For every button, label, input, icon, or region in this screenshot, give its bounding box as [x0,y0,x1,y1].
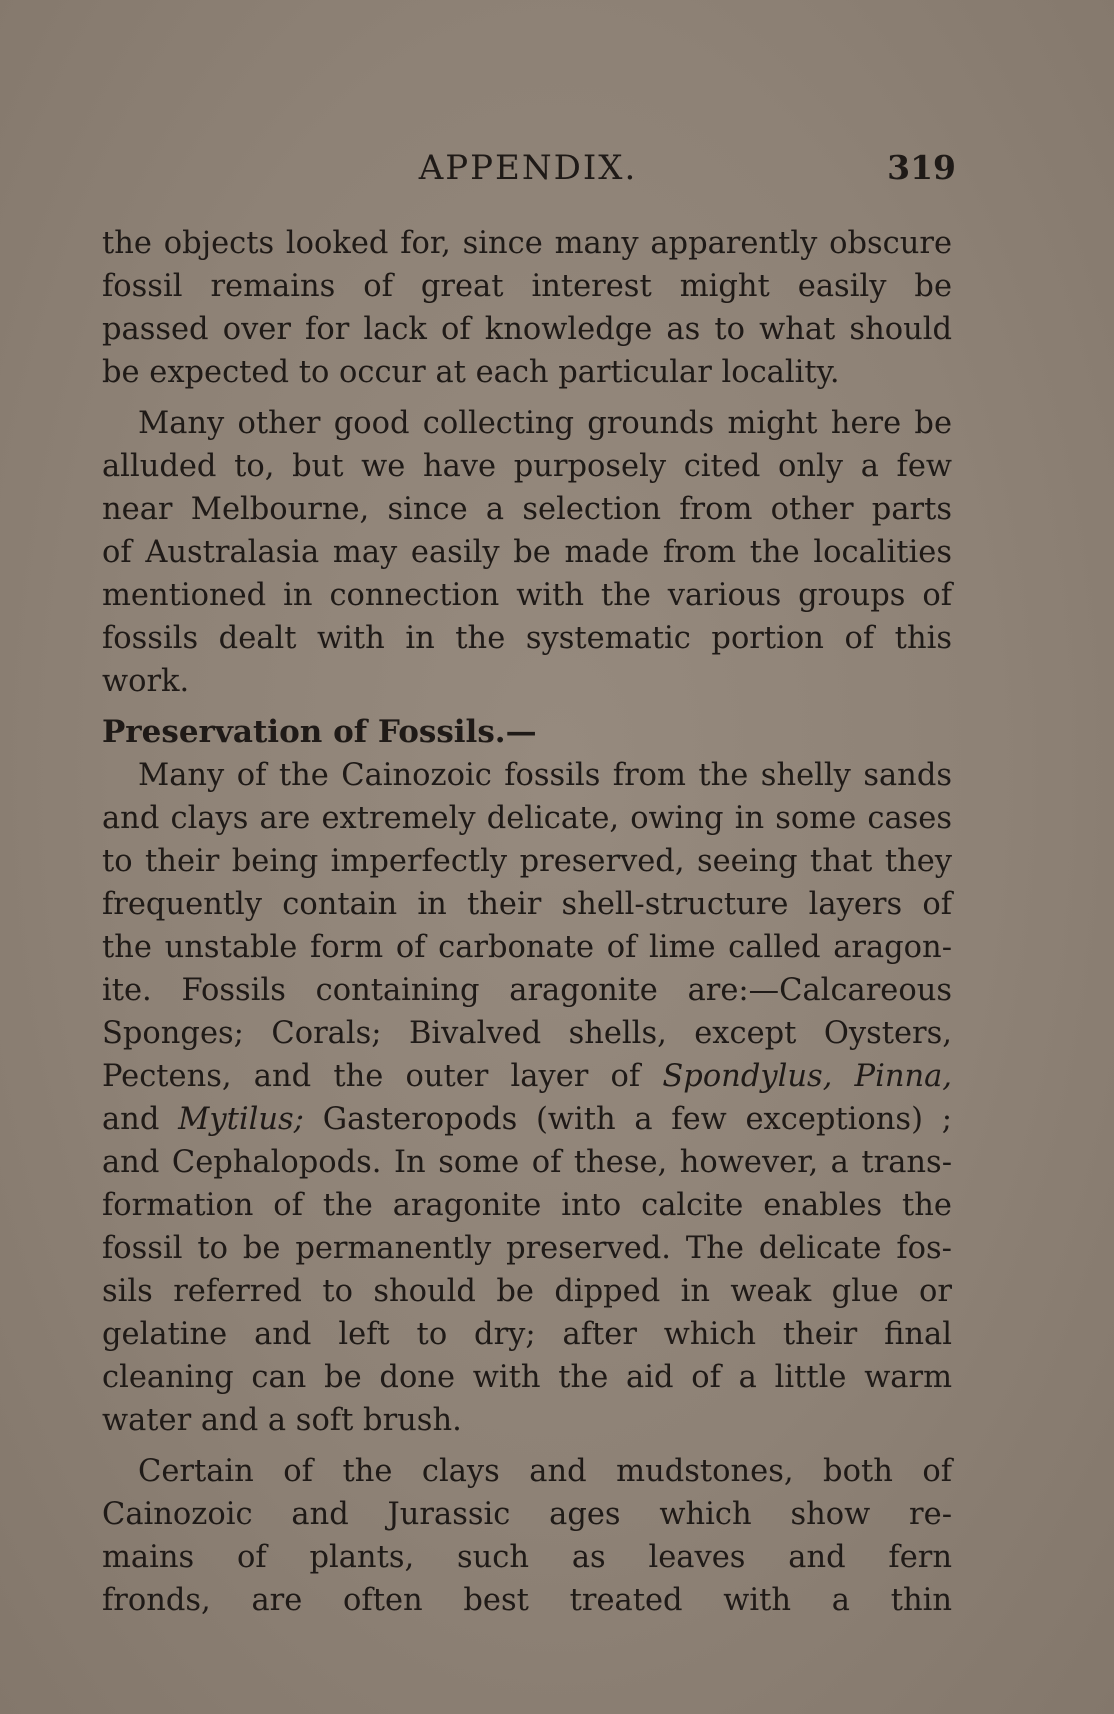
text-line: gelatine and left to dry; after which their final [102,1317,952,1352]
italic-genus: Pinna, [854,1059,952,1094]
text-line: fossils dealt with in the systematic portion of this [102,621,952,656]
running-head: APPENDIX. [418,148,638,188]
text-line: mains of plants, such as leaves and fern [102,1540,952,1575]
text-line: water and a soft brush. [102,1403,462,1438]
text-line: cleaning can be done with the aid of a little warm [102,1360,952,1395]
text-line: and clays are extremely delicate, owing in some cases [102,801,952,836]
text-line: frequently contain in their shell-structure layers of [102,887,952,922]
text-line: Sponges; Corals; Bivalved shells, except Oysters, [102,1016,952,1051]
text-line: Cainozoic and Jurassic ages which show re- [102,1497,952,1532]
text-line: Many of the Cainozoic fossils from the shelly sands [138,758,952,793]
text-line: work. [102,664,190,699]
text-line: be expected to occur at each particular locality. [102,355,840,390]
text-line: fossil remains of great interest might easily be [102,269,952,304]
text-line: formation of the aragonite into calcite enables the [102,1188,952,1223]
text-line: alluded to, but we have purposely cited only a few [102,449,952,484]
text-line: the unstable form of carbonate of lime called aragon- [102,930,952,965]
page-header [100,148,956,192]
text-line: ite. Fossils containing aragonite are:—Calcareous [102,973,952,1008]
text-segment: Pectens, and the outer layer of [102,1059,641,1094]
text-segment: and [102,1102,160,1137]
text-segment: Gasteropods (with a few exceptions) ; [322,1102,953,1137]
text-line: sils referred to should be dipped in weak glue or [102,1274,952,1309]
text-line: near Melbourne, since a selection from other parts [102,492,952,527]
text-line [102,1055,952,1098]
page-number: 319 [887,148,956,187]
text-line: fronds, are often best treated with a thin [102,1583,952,1618]
text-line [102,1098,952,1141]
text-line: and Cephalopods. In some of these, however, a trans- [102,1145,952,1180]
paragraph-continuation [102,222,952,394]
paragraph-clays [102,1450,952,1622]
italic-genus: Mytilus; [178,1102,304,1137]
text-line: the objects looked for, since many apparently obscure [102,226,952,261]
text-line: fossil to be permanently preserved. The delicate fos- [102,1231,952,1266]
paragraph-collecting-grounds [102,402,952,703]
text-line: passed over for lack of knowledge as to what should [102,312,952,347]
text-line: Certain of the clays and mudstones, both of [138,1454,952,1489]
body-text [102,222,952,1622]
section-heading: Preservation of Fossils.— [102,714,537,750]
text-line: Many other good collecting grounds might here be [138,406,952,441]
paragraph-preservation [102,754,952,1442]
italic-genus: Spondylus, [662,1059,833,1094]
text-line: of Australasia may easily be made from the localities [102,535,952,570]
text-line: mentioned in connection with the various groups of [102,578,952,613]
text-line: to their being imperfectly preserved, seeing that they [102,844,952,879]
